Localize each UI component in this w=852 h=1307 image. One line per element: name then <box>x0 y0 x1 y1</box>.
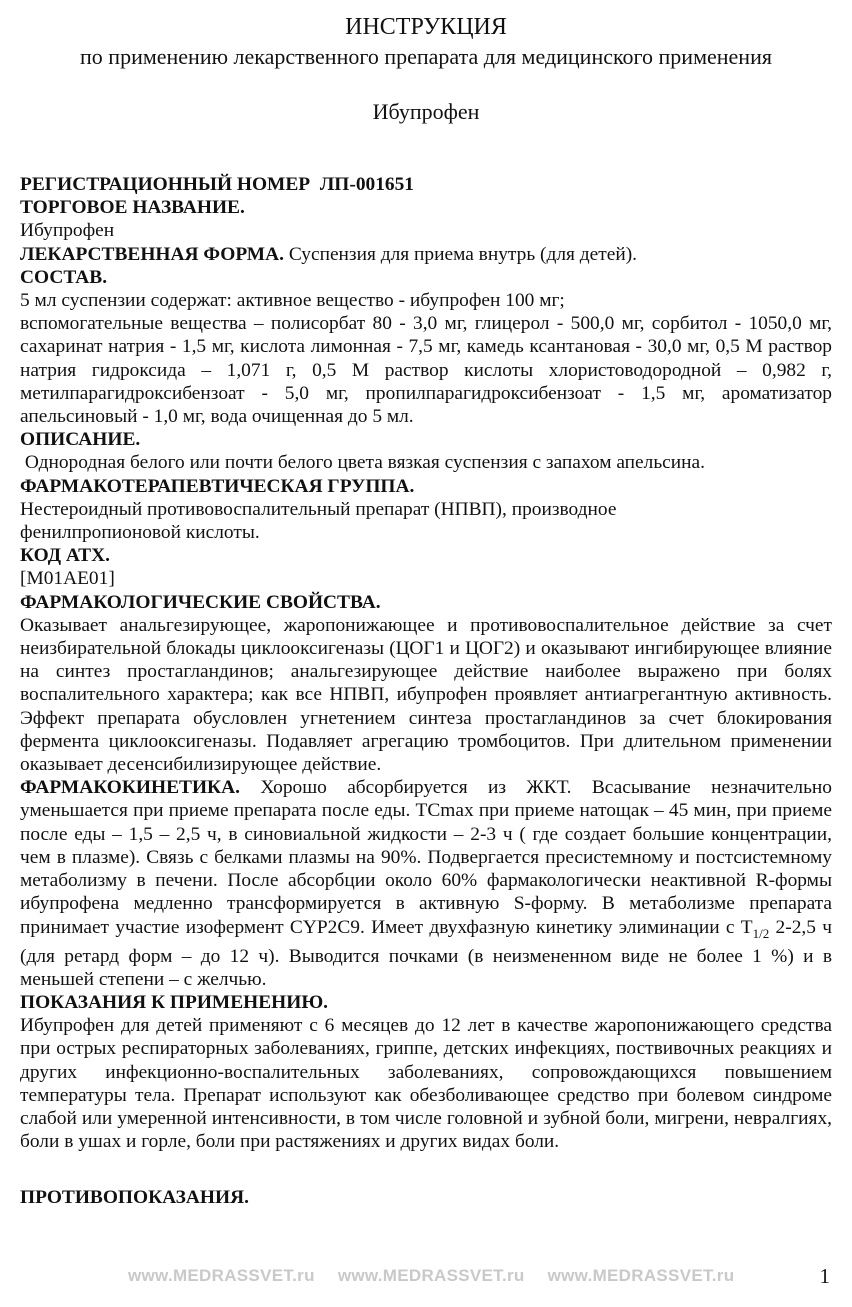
indications-heading: ПОКАЗАНИЯ К ПРИМЕНЕНИЮ. <box>20 991 329 1013</box>
dosage-form-line <box>20 243 832 266</box>
half-life-symbol: T <box>740 916 753 938</box>
document-subtitle: по применению лекарственного препарата для медицинского применения <box>80 44 772 69</box>
description-text: Однородная белого или почти белого цвета вязкая суспензия с запахом апельсина. <box>20 452 705 474</box>
atc-code: [M01AE01] <box>20 568 115 590</box>
watermark-link: www.MEDRASSVET.ru <box>128 1266 315 1285</box>
pharmacotherapeutic-group-line1: Нестероидный противовоспалительный препарат (НПВП), производное <box>20 498 617 520</box>
section-spacer <box>20 1153 832 1176</box>
composition-excipients: вспомогательные вещества – полисорбат 80 - 3,0 мг, глицерол - 500,0 мг, сорбитол - 1050,0 мг, сахаринат натрия - 1,5 мг, кислота лимонная - 7,5 мг, камедь ксантановая - 30,0 мг, 0,5 М раствор натрия гидроксида – 1,071 г, 0,5 М раствор кислоты хлористоводородной – 0,982 г, метилпарагидроксибензоат - 5,0 мг, пропилпарагидроксибензоат - 1,5 мг, ароматизатор апельсиновый - 1,0 мг, вода очищенная до 5 мл. <box>20 313 832 428</box>
pharmacological-properties-heading: ФАРМАКОЛОГИЧЕСКИЕ СВОЙСТВА. <box>20 591 381 613</box>
contraindications-heading: ПРОТИВОПОКАЗАНИЯ. <box>20 1187 249 1209</box>
pharmacokinetics-text-1: Хорошо абсорбируется из ЖКТ. Всасывание незначительно уменьшается при приеме препарата после еды. TCmax при приеме натощак – 45 мин, при приеме после еды – 1,5 – 2,5 ч, в синовиальной жидкости – 2-3 ч ( где создает большие концентрации, чем в плазме). Связь с белками плазмы на 90%. Подвергается пресистемному и постсистемному метаболизму в печени. После абсорбции около 60% фармакологически неактивной R-формы ибупрофена медленно трансформируется в активную S-форму. В метаболизме препарата принимает участие изофермент CYP2C9. Имеет двухфазную кинетику элиминации с <box>20 777 832 938</box>
drug-name-title: Ибупрофен <box>372 99 480 124</box>
pharmacokinetics-text-2: 2-2,5 ч (для ретард форм – до 12 ч). Выводится почками (в неизмененном виде не более 1 %) и в меньшей степени – с желчью. <box>20 916 832 990</box>
registration-line <box>20 173 832 196</box>
half-life-subscript: 1/2 <box>752 925 770 941</box>
trade-name-value: Ибупрофен <box>20 220 115 242</box>
pharmacological-properties-text: Оказывает анальгезирующее, жаропонижающее и противовоспалительное действие за счет неизбирательной блокады циклооксигеназы (ЦОГ1 и ЦОГ2) и оказывают ингибирующее влияние на синтез простагландинов; анальгезирующее действие наиболее выражено при болях воспалительного характера; как все НПВП, ибупрофен проявляет антиагрегантную активность. Эффект препарата обусловлен угнетением синтеза простагландинов за счет блокирования фермента циклооксигеназы. Подавляет агрегацию тромбоцитов. При длительном применении оказывает десенсибилизирующее действие. <box>20 614 832 776</box>
description-heading: ОПИСАНИЕ. <box>20 429 141 451</box>
pharmacokinetics-heading: ФАРМАКОКИНЕТИКА. <box>20 777 240 799</box>
registration-number: ЛП-001651 <box>319 174 415 195</box>
page-number: 1 <box>819 1264 830 1288</box>
indications-text: Ибупрофен для детей применяют с 6 месяцев до 12 лет в качестве жаропонижающего средства при острых респираторных заболеваниях, гриппе, детских инфекциях, поствивочных реакциях и других инфекционно-воспалительных заболеваниях, сопровождающихся повышением температуры тела. Препарат используют как обезболивающее средство при болевом синдроме слабой или умеренной интенсивности, в том числе головной и зубной боли, мигрени, невралгиях, боли в ушах и горле, боли при растяжениях и других видах боли. <box>20 1015 832 1153</box>
pharmacotherapeutic-group-line2: фенилпропионовой кислоты. <box>20 522 260 544</box>
section-spacer-2 <box>20 1176 832 1186</box>
registration-label: РЕГИСТРАЦИОННЫЙ НОМЕР <box>20 174 311 195</box>
dosage-form-heading: ЛЕКАРСТВЕННАЯ ФОРМА. <box>20 243 284 265</box>
composition-active: 5 мл суспензии содержат: активное вещество - ибупрофен 100 мг; <box>20 290 565 312</box>
watermark-link: www.MEDRASSVET.ru <box>547 1266 735 1285</box>
document-body <box>20 173 832 1210</box>
pharmacokinetics-paragraph <box>20 776 832 991</box>
composition-heading: СОСТАВ. <box>20 266 108 288</box>
trade-name-heading: ТОРГОВОЕ НАЗВАНИЕ. <box>20 197 245 219</box>
dosage-form-value: Суспензия для приема внутрь (для детей). <box>288 243 638 265</box>
document-title: ИНСТРУКЦИЯ <box>345 14 507 40</box>
atc-heading: КОД АТХ. <box>20 545 110 567</box>
pharmacotherapeutic-group-heading: ФАРМАКОТЕРАПЕВТИЧЕСКАЯ ГРУППА. <box>20 475 415 497</box>
watermark-links <box>128 1266 752 1286</box>
watermark-link: www.MEDRASSVET.ru <box>337 1266 525 1285</box>
